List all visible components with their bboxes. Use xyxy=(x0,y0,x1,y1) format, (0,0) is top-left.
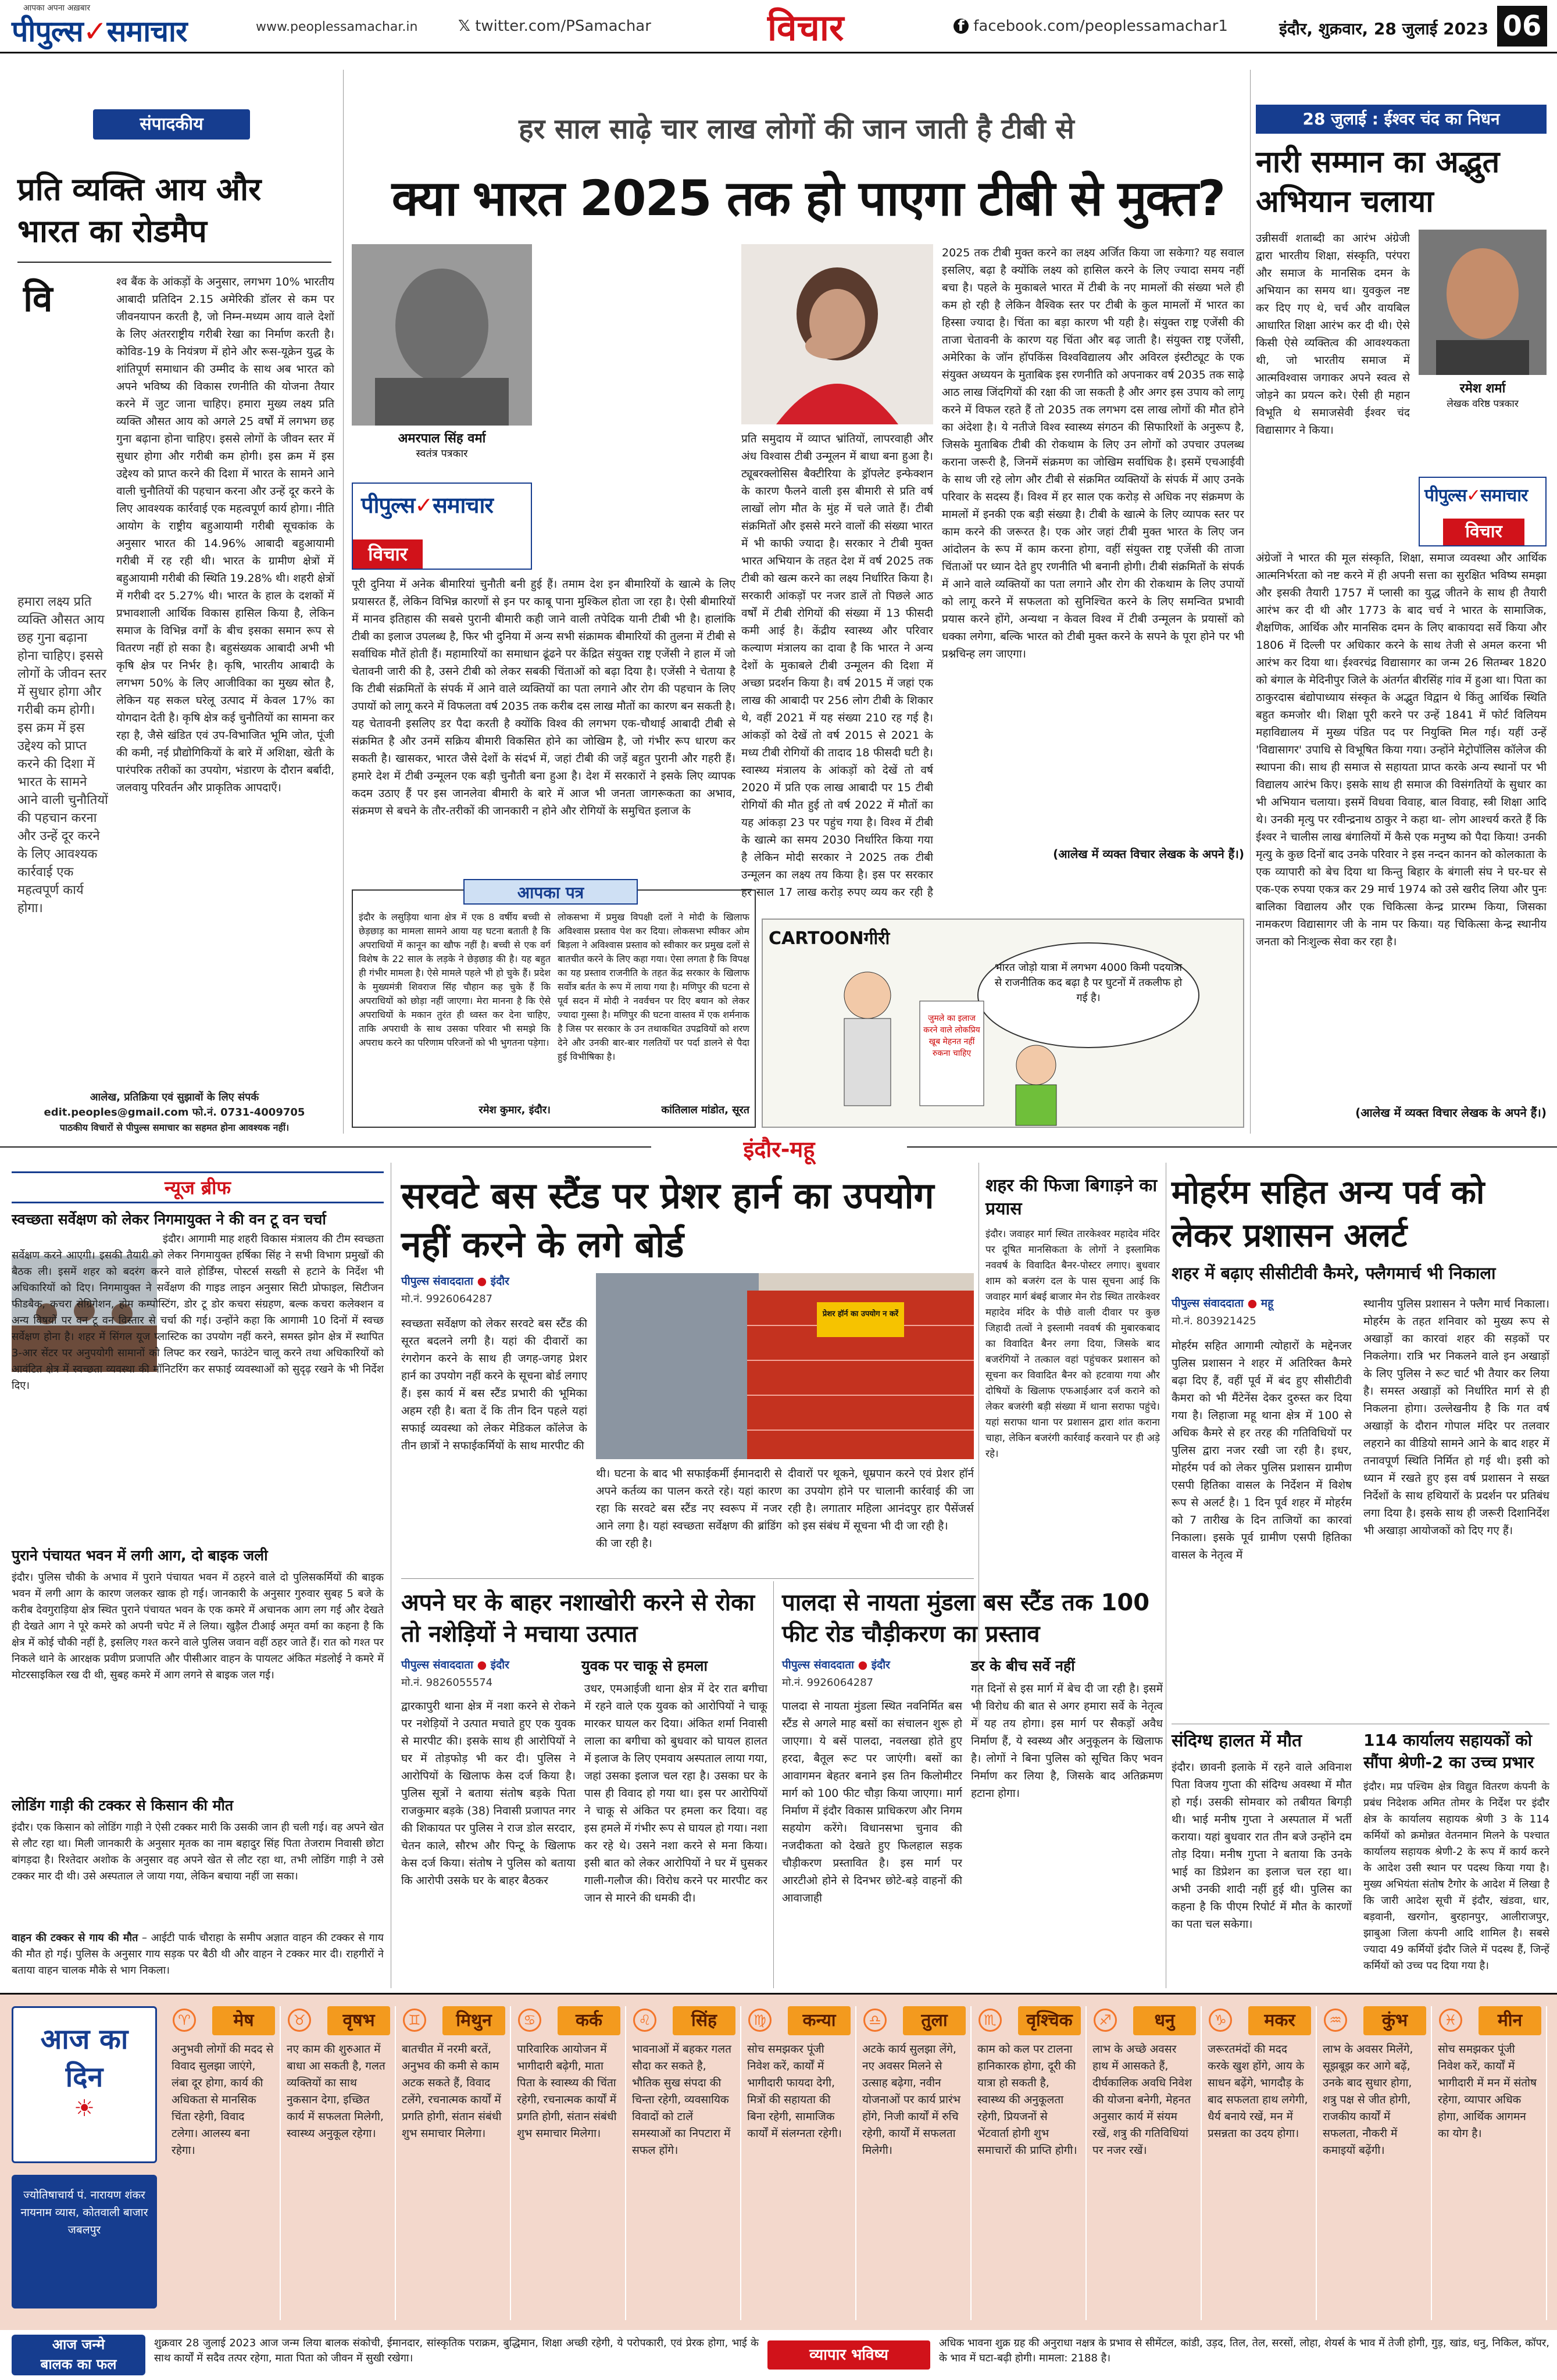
bus-stand-headline: सरवटे बस स्टैंड पर प्रेशर हार्न का उपयोग नहीं करने के लगे बोर्ड xyxy=(401,1174,934,1266)
bus-stand-byline: पीपुल्स संवाददाता ● इंदौर xyxy=(401,1275,509,1288)
contact-line-1: आलेख, प्रतिक्रिया एवं सुझावों के लिए संपर्क xyxy=(90,1091,259,1103)
author-portrait-icon xyxy=(1419,230,1547,375)
brand-label: विचार xyxy=(353,539,423,569)
born-label: आज जन्मे बालक का फल xyxy=(12,2335,145,2375)
anniv-intro: उन्नीसवीं शताब्दी का आरंभ अंग्रेजी द्वारा भारतीय शिक्षा, संस्कृति, परंपरा और समाज के मानसिक दमन के अभियान का समय था। युवकुल नष्ट कर दिए गए थे, चर्च और वायबिल आधारित शिक्षा आरंभ कर दी थी। ऐसे किसी ऐसे व्यक्तित्व की आवश्यकता थी, जो भारतीय समाज में आत्मविश्वास जगाकर अपने स्वत्व से जोड़ने का प्रयत्न करे। ऐसी ही महान विभूति थे समाजसेवी ईश्वर चंद विद्यासागर ने किया। xyxy=(1256,232,1410,437)
palda-col1: पालदा से नायता मुंडला स्थित नवनिर्मित बस स्टैंड से अगले माह बसों का संचालन शुरू हो जाएगा। ये बसें पालदा, नवलखा होते हुए हरदा, बैतूल रूट पर जाएंगी। बसों का आवागमन बेहतर बनाने इस तिन किलोमीटर मार्ग को 100 फीट चौड़ा किया जाएगा। मार्ग निर्माण में इंदौर विकास प्राधिकरण और निगम सहयोग करेंगे। विधानसभा चुनाव की नजदीकता को देखते हुए फिलहाल सड़क चौड़ीकरण प्रस्तावित है। इस मार्ग पर आरटीओ होने से दिनभर छोटे-बड़े वाहनों की आवाजाही xyxy=(782,1700,962,1904)
brief-4-headline: वाहन की टक्कर से गाय की मौत xyxy=(12,1932,138,1944)
tb-col3: 2025 तक टीबी मुक्त करने का लक्ष्य अर्जित किया जा सकेगा? यह सवाल इसलिए, बढ़ा है क्योंकि लक्ष्य को हासिल करने के लिए ज्यादा समय नहीं बचा है। पहले के मुकाबले भारत में टीबी के नए मामलों की संख्या भले ही कम हो रही है लेकिन वैश्विक स्तर पर टीबी के कुल मामलों में भारत का हिस्सा ज्यादा है। चिंता का बड़ा कारण भी यही है। संयुक्त राष्ट्र एजेंसी की ताजा चेतावनी के कारण यह चिंता और बढ़ जाती है। संयुक्त राष्ट्र एजेंसी, अमेरिका के जॉन हॉपकिंस विश्वविद्यालय और अविरल इंस्टीट्यूट के एक संयुक्त अध्ययन के मुताबिक इस रणनीति को अपनाकर वर्ष 2035 तक साढ़े आठ लाख जिंदगियों की रक्षा की जा सकती है और अगर इस उपाय को लागू करने में विफल रहते हैं तो 2035 तक लगभग दस लाख लोगों की मौत होने का अंदेशा है। ये नतीजे विश्व स्वास्थ्य संगठन की सिफारिशों के अनुरूप है, जिसके मुताबिक टीबी की रोकथाम के लिए उन लोगों को उपचार उपलब्ध कराना जरूरी है, जिनमें संक्रमण का जोखिम सर्वाधिक है। इसमें एचआईवी के साथ जी रहे लोग और टीबी से संक्रमित व्यक्तियों के संपर्क में आए उनके परिवार के सदस्य हैं। विश्व में हर साल एक करोड़ से अधिक नए संक्रमण के मामलों में इनकी एक बड़ी संख्या है। टीबी के खात्मे के लिए व्यापक स्तर पर काम करने की जरूरत है। एक ओर जहां टीबी मुक्त भारत के लिए जन आंदोलन के रूप में काम करना होगा, वहीं संयुक्त राष्ट्र एजेंसी की ताजा चिंताओं पर ध्यान देते हुए रणनीति भी बनानी होगी। टीबी संक्रमितों के संपर्क में आने वाले व्यक्तियों का पता लगाने और रोग की रोकथाम के लिए उपायों को लागू करने में सफलता को सुनिश्चित करने के लिए समन्वित प्रभावी प्रयास करने होंगे, अन्यथा न केवल विश्व में टीबी उन्मूलन के प्रयासों को धक्का लगेगा, बल्कि भारत को टीबी मुक्त करने के सपने के पूरा होने पर भी प्रश्नचिन्ह लग जाएगा। xyxy=(942,246,1244,660)
zodiac-icon: ♍ xyxy=(748,2009,772,2032)
zodiac-icon: ♌ xyxy=(633,2009,656,2032)
tb-col1: पूरी दुनिया में अनेक बीमारियां चुनौती बनी हुई हैं। तमाम देश इन बीमारियों के खात्मे के लिए प्रयासरत हैं, लेकिन विभिन्न कारणों से इन पर काबू पाना मुश्किल होता जा रहा है। ऐसी बीमारियों में मानव इतिहास की सबसे पुरानी बीमारी कही जाने वाली तपेदिक यानी टीबी भी है। हालांकि टीबी का इलाज उपलब्ध है, फिर भी दुनिया में अन्य सभी संक्रामक बीमारियों की तुलना में टीबी से सर्वाधिक मौतें होती हैं। महामारियों का समाधान ढूंढने पर केंद्रित संयुक्त राष्ट्र एजेंसी ने हाल में जो चेतावनी जारी की है, उसने टीबी को लेकर सबकी चिंताओं को बढ़ा दिया है। एजेंसी ने चेताया है कि टीबी संक्रमितों के संपर्क में आने वाले व्यक्तियों का पता लगाने और रोग की पहचान के लिए उपायों को लागू करने में विफलता वर्ष 2035 तक करीब दस लाख मौतों का कारण बन सकती है। यह चेतावनी इसलिए डर पैदा करती है क्योंकि विश्व की लगभग एक-चौथाई आबादी टीबी से संक्रमित है और उनमें सक्रिय बीमारी विकसित होने का जोखिम है, जो गंभीर रूप धारण कर सकती है। खासकर, भारत जैसे देशों के संदर्भ में, जहां टीबी की जड़ें बहुत पुरानी और गहरी हैं। हमारे देश में टीबी उन्मूलन एक बड़ी चुनौती बना हुआ है। देश में सरकारों ने इसके लिए व्यापक कदम उठाए हैं पर इस जानलेवा बीमारी के बारे में आज भी जनता जागरूकता का अभाव, संक्रमण से बचने के तौर-तरीकों की जानकारी न होने और रोगियों के समुचित इलाज के xyxy=(352,578,735,817)
trade-text: अधिक भावना शुक्र ग्रह की अनुराधा नक्षत्र के प्रभाव से सीमेंटल, कांडी, उड़द, तिल, तेल, सरसों, लोहा, शेयर्स के भाव में तेजी होगी, गुड़, खांड, धनु, निकिल, कॉपर, के भाव में घटा-बढ़ी होगी। मामला: 2188 है। xyxy=(939,2337,1549,2364)
horoscope-sign-text: अनुभवी लोगों की मदद से विवाद सुलझा जाएंगे, लंबा दूर होगा, कार्य की अधिकता से मानसिक चिंता रहेगी, विवाद टलेगा। आलस्य बना रहेगा। xyxy=(172,2043,274,2157)
divider xyxy=(0,1146,651,1148)
moharram-headline: मोहर्रम सहित अन्य पर्व को लेकर प्रशासन अलर्ट xyxy=(1172,1174,1485,1255)
sun-icon: ☀ xyxy=(74,2095,95,2122)
horoscope-sign-text: लाभ के अच्छे अवसर हाथ में आसकते हैं, दीर्घकालिक अवधि निवेश की योजना बनेगी, मेहनत अनुसार कार्य में संयम रखें, शत्रु की गतिविधियां पर नजर रखें। xyxy=(1092,2043,1192,2157)
brief-1-body: इंदौर। आगामी माह शहरी विकास मंत्रालय की टीम स्वच्छता सर्वेक्षण करने आएगी। इसकी तैयारी को लेकर निगमायुक्त हर्षिका सिंह ने सभी विभाग प्रमुखों की बैठक ली। इसमें शहर को बदरंग करने वाले होर्डिंग्स, पोस्टर्स सख्ती से हटाने के निर्देश भी अधिकारियों को दिए। निगमायुक्त ने सर्वेक्षण की गाइड लाइन अनुसार सिटी प्रोफाइल, सिटीजन फीडबैक, कचरा सेग्रिगेशन, होम कम्पोस्टिंग, डोर टू डोर कचरा संग्रहण, बल्क कचरा कलेक्शन व अन्य विषयों पर वन टू वन विस्तार से चर्चा की गई। उन्होंने कहा कि आगामी 10 दिनों में स्वच्छ सर्वेक्षण होना है। शहर में सिंगल यूज प्लास्टिक का उपयोग नहीं करने, समस्त झोन क्षेत्र में स्थापित 3-आर सेंटर पर अनुपयोगी सामानों को लिफ्ट कर रखने, फाउंटेन चालू करने तथा अधिकारियों को आवंटित क्षेत्र में स्वच्छता व्यवस्था की मॉनिटरिंग कर सफाई व्यवस्थाओं को सुदृढ़ रखने के भी निर्देश दिए। xyxy=(12,1233,384,1392)
page-number: 06 xyxy=(1497,6,1547,47)
palda-subhead: डर के बीच सर्वे नहीं xyxy=(971,1657,1075,1674)
palda-byline: पीपुल्स संवाददाता ● इंदौर xyxy=(782,1659,890,1671)
moharram-mobile: मो.नं. 8039214​25 xyxy=(1172,1315,1256,1327)
brief-4-body: आईटी पार्क चौराहा के समीप अज्ञात वाहन की टक्कर से गाय की मौत हो गई। पुलिस के अनुसार गाय सड़क पर बैठी थी और वाहन ने टक्कर मार दी। राहगीरों ने बताया वाहन चालक मौके से भाग निकला। xyxy=(12,1932,384,1977)
tb-author-note: (आलेख में व्यक्त विचार लेखक के अपने हैं।) xyxy=(1053,847,1244,861)
editorial-headline: प्रति व्यक्ति आय और भारत का रोडमैप xyxy=(17,171,262,249)
column-rule xyxy=(1250,70,1251,1134)
horoscope-sign xyxy=(1317,2006,1432,2320)
tb-kicker: हर साल साढ़े चार लाख लोगों की जान जाती है टीबी से xyxy=(519,113,1074,145)
horoscope-sign-name: मेष xyxy=(212,2006,275,2035)
tb-author: अमरपाल सिंह वर्मा xyxy=(398,431,486,446)
logo-tagline: आपका अपना अख़बार xyxy=(23,3,91,13)
horoscope-sign-name: धनु xyxy=(1133,2006,1196,2035)
letter-2-sign: कांतिलाल मांडोत, सूरत xyxy=(661,1104,749,1116)
horoscope-sign xyxy=(1202,2006,1317,2320)
horoscope-sign-name: मीन xyxy=(1479,2006,1541,2035)
horoscope-sign-text: नए काम की शुरुआत में बाधा आ सकती है, गलत व्यक्तियों का साथ नुकसान देगा, इच्छित कार्य में सफलता मिलेगी, स्वास्थ्य अनुकूल रहेगा। xyxy=(287,2043,385,2140)
nashe-mobile: मो.नं. 9826055574 xyxy=(401,1677,493,1689)
zodiac-icon: ♐ xyxy=(1094,2009,1117,2032)
horoscope-sign-name: वृषभ xyxy=(327,2006,390,2035)
brief-3-headline: लोडिंग गाड़ी की टक्कर से किसान की मौत xyxy=(12,1797,234,1814)
born-text: शुक्रवार 28 जुलाई 2023 आज जन्म लिया बालक संकोची, ईमानदार, सांस्कृतिक पराक्रम, बुद्धिमान, शिक्षा अच्छी रहेगी, ये परोपकारी, एवं प्रेरक होगा, भाई के साथ कार्यों में सदैव तत्पर रहेगा, माता पिता को जीवन में सुखी रखेगा। xyxy=(154,2337,759,2364)
letters-title: आपका पत्र xyxy=(463,879,638,905)
divider xyxy=(907,1146,1557,1148)
editorial-tag: संपादकीय xyxy=(93,109,250,140)
editorial-contact xyxy=(12,1090,337,1135)
horoscope-sign xyxy=(856,2006,972,2320)
nashe-headline: अपने घर के बाहर नशाखोरी करने से रोका तो नशेड़ियों ने मचाया उत्पात xyxy=(401,1589,755,1648)
anniv-author: रमेश शर्मा xyxy=(1459,381,1506,396)
contact-email[interactable]: edit.peoples@gmail.com फो.नं. 0731-4009705 xyxy=(44,1106,305,1118)
logo[interactable]: पीपुल्स✓समाचार xyxy=(12,15,187,48)
letter-1: इंदौर के लसुड़िया थाना क्षेत्र में एक 8 वर्षीय बच्ची से छेड़छाड़ का मामला सामने आया यह घटना बताती है कि अपराधियों में कानून का खौफ नहीं है। बच्ची से एक वर्ग विशेष के 22 साल के लड़के ने छेड़छाड़ की है। यह बहुत ही गंभीर मामला है। ऐसे मामले पहले भी हो चुके हैं। प्रदेश के मुख्यमंत्री शिवराज सिंह चौहान कह चुके हैं कि अपराधियों को छोड़ा नहीं जाएगा। मेरा मानना है कि ऐसे अपराधियों के मकान तुरंत ही ध्वस्त कर देना चाहिए, ताकि अपराधी के साथ उसका परिवार भी समझे कि अपराध करने का परिणाम परिजनों को भी भुगतना पड़ेगा। xyxy=(359,912,551,1048)
horoscope-sign-name: वृश्चिक xyxy=(1018,2006,1081,2035)
anniv-tag: 28 जुलाई : ईश्वर चंद का निधन xyxy=(1256,105,1547,134)
cartoon-drawing-icon xyxy=(763,920,1245,1129)
bus-stand-photo xyxy=(596,1273,974,1459)
anniv-author-note: (आलेख में व्यक्त विचार लेखक के अपने हैं।) xyxy=(1355,1106,1547,1120)
horoscope-sign xyxy=(1087,2006,1202,2320)
facebook-icon: f xyxy=(954,19,969,34)
author-photo-ramesh xyxy=(1419,230,1547,375)
contact-disclaimer: पाठकीय विचारों से पीपुल्स समाचार का सहमत होना आवश्यक नहीं। xyxy=(59,1122,290,1133)
zodiac-icon: ♈ xyxy=(173,2009,196,2032)
horoscope-sign xyxy=(281,2006,396,2320)
coughing-woman-image xyxy=(741,244,933,424)
news-brief-tag: न्यूज ब्रीफ xyxy=(164,1177,231,1199)
zodiac-icon: ♉ xyxy=(288,2009,311,2032)
palda-mobile: मो.नं. 9926064287 xyxy=(782,1677,874,1689)
palda-headline: पालदा से नायता मुंडला बस स्टैंड तक 100 फीट रोड चौड़ीकरण का प्रस्ताव xyxy=(782,1589,1150,1648)
bus-stand-col3: दीवारों पर थूकने, धूम्रपान करने एवं प्रेशर हॉर्न का उपयोग होने पर चालानी कार्रवाई की जा रही है। लगातार महिला आनंदपुर हार पैसेंजर्स को इस संबंध में सूचना भी दी जा रही है। xyxy=(788,1467,974,1532)
horoscope-sign-text: बातचीत में नरमी बरतें, अनुभव की कमी से काम अटक सकते हैं, विवाद टलेंगे, रचनात्मक कार्यों में प्रगति होगी, संतान संबंधी शुभ समाचार मिलेगा। xyxy=(402,2043,502,2140)
horoscope-sign-text: सोच समझकर पूंजी निवेश करें, कार्यों में भागीदारी में मन में संतोष रहेगा, व्यापार अधिक होगा, आर्थिक आगमन का योग है। xyxy=(1438,2043,1537,2140)
office-headline: 114 कार्यालय सहायकों को सौंपा श्रेणी-2 का उच्च प्रभार xyxy=(1363,1731,1534,1772)
office-body: इंदौर। मप्र पश्चिम क्षेत्र विद्युत वितरण कंपनी के प्रबंध निदेशक अमित तोमर के निर्देश पर इंदौर क्षेत्र के कार्यालय सहायक श्रेणी 3 के 114 कर्मियों को क्रमोन्नत वेतनमान मिलने के पश्चात कार्यालय सहायक श्रेणी-2 के रूप में कार्य करने के आदेश उसी स्थान पर पदस्थ किया गया है। मुख्य अभियंता संतोष टैगोर के आदेश में लिखा है कि जारी आदेश सूची में इंदौर, खंडवा, धार, बड़वानी, खरगोन, बुरहानपुर, आलीराजपुर, झाबुआ जिला कंपनी आदि शामिल है। सबसे ज्यादा 49 कर्मियों इंदौर जिले में पदस्थ हैं, जिन्हें कर्मियों को उच्च पद दिया गया है। xyxy=(1363,1781,1549,1972)
death-headline: संदिग्ध हालत में मौत xyxy=(1172,1731,1302,1751)
zodiac-icon: ♎ xyxy=(863,2009,887,2032)
zodiac-icon: ♑ xyxy=(1209,2009,1232,2032)
cartoon-panel xyxy=(762,919,1244,1128)
brand-box: पीपुल्स✓समाचार विचार xyxy=(1419,477,1547,546)
masthead xyxy=(0,0,1557,53)
footer xyxy=(0,2330,1557,2380)
horoscope-sign-text: लाभ के अवसर मिलेंगे, सूझबूझ कर आगे बढ़ें, उनके बाद सुधार होगा, शत्रु पक्ष से जीत होगी, राजकीय कार्यों में सफलता, नौकरी में कमाइयों बढ़ेंगी। xyxy=(1323,2043,1413,2157)
horoscope-sign-text: जरूरतमंदों की मदद करके खुश होंगे, आय के साधन बढ़ेंगे, भागदौड़ के बाद सफलता हाथ लगेगी, धैर्य बनाये रखें, मन में प्रसन्नता का उदय होगा। xyxy=(1208,2043,1308,2140)
brief-3-body: इंदौर। एक किसान को लोडिंग गाड़ी ने ऐसी टक्कर मारी कि उसकी जान ही चली गई। वह अपने खेत से लौट रहा था। मिली जानकारी के अनुसार मृतक का नाम बहादुर सिंह पिता तेजराम निवासी छोटा बांगड़दा है। रिश्तेदार अशोक के अनुसार वह अपने खेत से लौट रहा था, तभी लोडिंग गाड़ी ने उसे टक्कर मार दी थी। उसे अस्पताल ले जाया गया, लेकिन बचाया नहीं जा सका। xyxy=(12,1821,384,1882)
moharram-subhead: शहर में बढ़ाए सीसीटीवी कैमरे, फ्लैगमार्च भी निकाला xyxy=(1172,1263,1496,1283)
anniv-body: अंग्रेजों ने भारत की मूल संस्कृति, शिक्षा, समाज व्यवस्था और आर्थिक आत्मनिर्भरता को नष्ट करने में ही अपनी सत्ता का सुरक्षित भविष्य समझा और इसकी तैयारी 1757 में प्लासी का युद्ध जीतने के साथ ही तैयारी आरंभ कर दी थी और 1773 के बाद चर्च ने भारत के सामाजिक, शैक्षणिक, आर्थिक और मानसिक दमन के लिए बाकायदा सर्वे किया और 1806 में दिल्ली पर अधिकार करने के साथ तेजी से अमल करना भी आरंभ कर दिया था। ईश्वरचंद्र विद्यासागर का जन्म 26 सितम्बर 1820 को बंगाल के मेदिनीपुर जिले के अंतर्गत बीरसिंह गांव में हुआ था। पिता का ठाकुरदास बंद्योपाध्याय संस्कृत के अद्भुत विद्वान थे किंतु आर्थिक स्थिति बहुत कमजोर थी। शिक्षा पूरी करने पर उन्हें 1841 में फोर्ट विलियम महाविद्यालय में मुख्य पंडित पद पर नियुक्ति मिल गई। यहीं उन्हें 'विद्यासागर' उपाधि से विभूषित किया गया। उन्होंने मेट्रोपॉलिस कॉलेज की स्थापना की। साथ ही समाज से सहायता प्राप्त करके अन्य स्थानों पर भी विद्यालय आरंभ किए। इसके साथ ही समाज की विसंगतियों के सुधार का भी अभियान चलाया। इसमें विधवा विवाह, बाल विवाह, स्त्री शिक्षा आदि थे। उनकी मृत्यु पर रवीन्द्रनाथ ठाकुर ने कहा था- लोग आश्चर्य करते हैं कि ईश्वर ने चालीस लाख बंगालियों में कैसे एक मनुष्य को पैदा किया! उनकी मृत्यु के कुछ दिनों बाद उनके परिवार ने इस नन्दन कानन को कोलकाता के एक व्यापारी को बेच दिया था किन्तु बिहार के बंगाली संघ ने घर-घर से एक-एक रुपया एकत्र कर 29 मार्च 1974 को उसे खरीद लिया और पुनः बालिका विद्यालय और एक चिकित्सा केन्द्र प्रारम्भ किया, जिसका नामकरण विद्यासागर जी के नाम पर किया। यह चिकित्सा केन्द्र स्थानीय जनता को निःशुल्क सेवा कर रहा है। xyxy=(1256,552,1547,948)
horoscope-sign-name: कन्या xyxy=(788,2006,851,2035)
letter-2: लोकसभा में प्रमुख विपक्षी दलों ने मोदी के खिलाफ अविश्वास प्रस्ताव पेश कर दिया। लोकसभा स्पीकर ओम बिड़ला ने अविश्वास प्रस्ताव को स्वीकार कर प्रमुख दलों से बातचीत करने के लिए कहा गया। ऐसा लगता है कि विपक्ष का यह प्रस्ताव राजनीति के तहत केंद्र सरकार के खिलाफ सर्वोत्र बर्तत के रूप में लाया गया है। मणिपुर की घटना से पूर्व सदन में मोदी ने नवर्वचन पर दिए बयान को लेकर ज्यादा गुस्सा है। मणिपुर की घटना वास्तव में एक शर्मनाक है जिस पर सरकार के उन तथाकथित उपद्रवियों को शरण देने और उनकी बार-बार गलतियों पर पर्दा डालने से पैदा हुई विभीषिका है। xyxy=(558,912,749,1062)
brand-label: विचार xyxy=(1443,519,1524,545)
horoscope-sign-name: कुंभ xyxy=(1363,2006,1426,2035)
column-rule xyxy=(343,70,344,1134)
trade-label: व्यापार भविष्य xyxy=(767,2340,930,2370)
section-label-indore-mhow: इंदौर-महू xyxy=(743,1137,815,1162)
divider xyxy=(401,1578,974,1579)
x-icon: 𝕏 xyxy=(458,17,470,35)
brief-2-headline: पुराने पंचायत भवन में लगी आग, दो बाइक जली xyxy=(12,1547,268,1564)
cartoon-sign: जुमले का इलाज करने वाले लोकप्रिय खूब मेहनत नहीं रुकना चाहिए xyxy=(923,1014,980,1058)
zodiac-icon: ♓ xyxy=(1439,2009,1462,2032)
moharram-col2: स्थानीय पुलिस प्रशासन ने फ्लैग मार्च निकाला। मोहर्रम के तहत शनिवार को मुख्य रूप से अखाड़ों का कारवां शहर की सड़कों पर निकलेगा। रात्रि भर निकलने वाले इन अखाड़ों के लिए पुलिस ने रूट चार्ट भी तैयार कर लिया है। समस्त अखाड़ों को निर्धारित मार्ग से ही निकलना होगा। उल्लेखनीय है कि गत वर्ष अखाड़ों के दौरान गोपाल मंदिर पर तलवार लहराने का वीडियो सामने आने के बाद शहर में तनावपूर्ण स्थिति निर्मित हो गई थी। इसी को ध्यान में रखते हुए इस वर्ष प्रशासन ने सख्त निर्देशों के साथ हथियारों के प्रदर्शन पर प्रतिबंध लगा दिया है। इसके साथ ही जरूरी दिशानिर्देश भी अखाड़ा आयोजकों को दिए गए हैं। xyxy=(1363,1298,1549,1537)
tb-photo-coughing xyxy=(741,244,933,424)
nashe-byline: पीपुल्स संवाददाता ● इंदौर xyxy=(401,1659,509,1671)
bus-stand-col1: स्वच्छता सर्वेक्षण को लेकर सरवटे बस स्टैंड की सूरत बदलने लगी है। यहां की दीवारों का रंगरोगन करने के साथ ही जगह-जगह प्रेशर हार्न का उपयोग नहीं करने के सूचना बोर्ड लगाए हैं। इस कार्य में बस स्टैंड प्रभारी की भूमिका अहम रही है। बता दें कि तीन दिन पहले यहां सफाई व्यवस्था को लेकर मेडिकल कॉलेज के तीन छात्रों ने सफाईकर्मियों के साथ मारपीट की xyxy=(401,1317,587,1452)
section-title: विचार xyxy=(767,6,844,49)
tb-headline: क्या भारत 2025 तक हो पाएगा टीबी से मुक्त? xyxy=(391,170,1225,227)
moharram-col1: मोहर्रम सहित आगामी त्योहारों के मद्देनजर पुलिस प्रशासन ने शहर में अतिरिक्त कैमरे बढ़ा दिए हैं, वहीं पूर्व में बंद हुए सीसीटीवी कैमरा को भी मैंटेनेंस देकर दुरुस्त कर दिया गया है। लिहाजा महू थाना क्षेत्र में 100 से अधिक कैमरे से हर तरह की गतिविधियों पर पुलिस द्वारा नजर रखी जा रही है। इधर, मोहर्रम पर्व को लेकर पुलिस प्रशासन ग्रामीण एसपी हितिका वासल के निर्देशन में विशेष रूप से अलर्ट है। 1 दिन पूर्व शहर में मोहर्रम को 7 तारीख के दिन ताजियों का कारवां निकाला। इसके पूर्व ग्रामीण एसपी हितिका वासल के नेतृत्व में xyxy=(1172,1339,1352,1561)
brief-1-headline: स्वच्छता सर्वेक्षण को लेकर निगमायुक्त ने की वन टू वन चर्चा xyxy=(12,1211,326,1228)
zodiac-icon: ♊ xyxy=(403,2009,426,2032)
nashe-subhead: युवक पर चाकू से हमला xyxy=(581,1657,708,1674)
bus-stand-photo-sign: प्रेशर हॉर्न का उपयोग न करें xyxy=(822,1310,899,1318)
author-portrait-icon xyxy=(352,244,532,426)
fiza-body: इंदौर। जवाहर मार्ग स्थित तारकेश्वर महादेव मंदिर पर दूषित मानसिकता के लोगों ने इस्लामिक नववर्ष के विवादित बैनर-पोस्टर लगाए। बुधवार शाम को बजरंग दल के पास सूचना आई कि जवाहर मार्ग बंबई बाजार मेन रोड स्थित तारकेश्वर महादेव मंदिर के पीछे वाली दीवार पर कुछ जिहादी तत्वों ने इस्लामी नववर्ष की मुबारकबाद का विवादित बैनर लगा दिया, जिसके बाद बजरंगियों ने तत्काल वहां पहुंचकर प्रशासन को सूचना कर विवादित बैनर को हटवाया गया और दोषियों के खिलाफ एफआईआर दर्ज कराने को लेकर बजरंगी बड़ी संख्या में थाना सराफा पहुंचे। यहां सराफा थाना पर प्रशासन द्वारा शांत कराना चाहा, लेकिन बजरंगी कार्रवाई करवाने पर ही अड़े रहे। xyxy=(985,1228,1160,1460)
zodiac-icon: ♒ xyxy=(1324,2009,1347,2032)
fiza-headline: शहर की फिजा बिगाड़ने का प्रयास xyxy=(985,1175,1158,1219)
horoscope-sign xyxy=(1432,2006,1547,2320)
logo-right: समाचार xyxy=(106,15,187,48)
editorial-pull-quote: हमारा लक्ष्य प्रति व्यक्ति औसत आय छह गुना बढ़ाना होना चाहिए। इससे लोगों के जीवन स्तर में सुधार होगा और गरीबी कम होगी। इस क्रम में इस उद्देश्य को प्राप्त करने की दिशा में भारत के सामने आने वाली चुनौतियों की पहचान करना और उन्हें दूर करने के लिए आवश्यक कार्रवाई एक महत्वपूर्ण कार्य होगा। xyxy=(17,595,108,916)
dateline: इंदौर, शुक्रवार, 28 जुलाई 2023 xyxy=(1279,19,1489,38)
horoscope-sign xyxy=(626,2006,741,2320)
horoscope-sign-name: तुला xyxy=(903,2006,966,2035)
column-rule xyxy=(773,1581,774,1988)
horoscope-sign-text: सोच समझकर पूंजी निवेश करें, कार्यों में भागीदारी फायदा देगी, मित्रों की सहायता की बिना रहेगी, सामाजिक कार्यों में संलग्नता रहेगी। xyxy=(747,2043,842,2140)
cartoon-speech: भारत जोड़ो यात्रा में लगभग 4000 किमी पदयात्रा से राजनीतिक कद बढ़ा है पर घुटनों में तकलीफ हो गई है। xyxy=(994,962,1183,1004)
death-body: इंदौर। छावनी इलाके में रहने वाले अविनाश पिता विजय गुप्ता की संदिग्ध अवस्था में मौत हो गई। उसकी सोमवार को तबीयत बिगड़ी थी। भाई मनीष गुप्ता ने अस्पताल में भर्ती कराया। यहां बुधवार रात तीन बजे उन्होंने दम तोड़ दिया। मनीष गुप्ता ने बताया कि उनके भाई का डिप्रेशन का इलाज चल रहा था। अभी उनकी शादी नहीं हुई थी। पुलिस का कहना है कि पीएम रिपोर्ट में मौत के कारणों का पता चल सकेगा। xyxy=(1172,1761,1352,1931)
horoscope-sign-name: मकर xyxy=(1248,2006,1311,2035)
anniv-author-role: लेखक वरिष्ठ पत्रकार xyxy=(1447,398,1519,410)
horoscope-sign xyxy=(166,2006,281,2320)
brand-logo: पीपुल्स✓समाचार xyxy=(361,492,493,518)
palda-col2: गत दिनों से इस मार्ग में बेच दी जा रही है। इसमें भी विरोध की बात से अगर हमारा सर्वे के नेतृत्व में यह तय होगा। इस मार्ग पर सैकड़ों अवैध निर्माण हैं, ये स्वस्थ्य और अनुकूलन के खिलाफ है। लोगों ने बिना पुलिस को सूचित किए भवन निर्माण कर लिया है, जिसके बाद अतिक्रमण हटाना होगा। xyxy=(971,1682,1163,1800)
zodiac-icon: ♋ xyxy=(518,2009,541,2032)
tb-author-role: स्वतंत्र पत्रकार xyxy=(416,448,468,460)
horoscope-sign-name: सिंह xyxy=(673,2006,735,2035)
tb-col2: प्रति समुदाय में व्याप्त भ्रांतियों, लापरवाही और अंध विश्वास टीबी उन्मूलन में बाधा बना हुआ है। ट्यूबरक्लोसिस बैक्टीरिया के ड्रॉपलेट इन्फेक्शन के कारण फैलने वाली इस बीमारी से प्रति वर्ष लाखों लोग मौत के मुंह में चले जाते हैं। टीबी संक्रमितों और इससे मरने वालों की संख्या भारत में भी काफी ज्यादा है। सरकार ने टीबी मुक्त भारत अभियान के तहत देश में वर्ष 2025 तक टीबी को खत्म करने का लक्ष्य निर्धारित किया है। सरकारी आंकड़ों पर नजर डालें तो पिछले आठ वर्षों में टीबी रोगियों की संख्या में 13 फीसदी कमी आई है। केंद्रीय स्वास्थ्य और परिवार कल्याण मंत्रालय का दावा है कि भारत ने अन्य देशों के मुकाबले टीबी उन्मूलन की दिशा में अच्छा प्रदर्शन किया है। वर्ष 2015 में जहां एक लाख की आबादी पर 256 लोग टीबी के शिकार थे, वहीं 2021 में यह संख्या 210 रह गई है। आंकड़ों को देखें तो वर्ष 2015 से 2021 के मध्य टीबी रोगियों की तादाद 18 फीसदी घटी है। स्वास्थ्य मंत्रालय के आंकड़ों को देखें तो वर्ष 2020 में प्रति एक लाख आबादी पर 15 टीबी रोगियों की मौत हुई तो वर्ष 2022 में मौतों का यह आंकड़ा 23 पर पहुंच गया है। विश्व में टीबी के खात्मे का समय 2030 निर्धारित किया गया है लेकिन मोदी सरकार ने 2025 तक टीबी उन्मूलन का लक्ष्य तय किया है। इस पर सरकार हर साल 17 लाख करोड़ रुपए व्यय कर रही है xyxy=(741,433,933,899)
brand-box xyxy=(352,483,532,570)
astrologer-credit: ज्योतिषाचार्य पं. नारायण शंकर नायनाम व्यास, कोतवाली बाजार जबलपुर xyxy=(12,2175,157,2308)
nashe-col2: उधर, एमआईजी थाना क्षेत्र में देर रात बगीचा में रहने वाले एक युवक को आरोपियों ने चाकू मारकर घायल कर दिया। अंकित शर्मा निवासी लाला का बगीचा को बुधवार को घायल हालत में इलाज के लिए एमवाय अस्पताल लाया गया, जहां उसका इलाज चल रहा है। उसका घर के पास ही विवाद हो गया था। इस पर आरोपियों ने चाकू से अंकित पर हमला कर दिया। वह इस हमले में गंभीर रूप से घायल हो गया। नशा कर रहे थे। उसने नशा करने से मना किया। इसी बात को लेकर आरोपियों ने घर में घुसकर गाली-गलौज की। विरोध करने पर मारपीट कर जान से मारने की धमकी दी। xyxy=(584,1682,767,1904)
horoscope-sign-name: मिथुन xyxy=(442,2006,505,2035)
twitter-link[interactable]: 𝕏 twitter.com/PSamachar xyxy=(458,17,651,35)
horoscope-sign xyxy=(972,2006,1087,2320)
horoscope-title-box xyxy=(12,2006,157,2163)
brief-4: वाहन की टक्कर से गाय की मौत – आईटी पार्क चौराहा के समीप अज्ञात वाहन की टक्कर से गाय की मौत हो गई। पुलिस के अनुसार गाय सड़क पर बैठी थी और वाहन ने टक्कर मार दी। राहगीरों ने बताया वाहन चालक मौके से भाग निकला। xyxy=(12,1932,384,1977)
moharram-byline: पीपुल्स संवाददाता ● महू xyxy=(1172,1297,1274,1310)
horoscope-sign-name: कर्क xyxy=(558,2006,620,2035)
divider xyxy=(17,262,331,263)
horoscope-sign-text: अटके कार्य सुलझा लेंगे, नए अवसर मिलने से उत्साह बढ़ेगा, नवीन योजनाओं पर कार्य प्रारंभ होंगे, निजी कार्यों में रुचि रहेगी, कार्यों में सफलता मिलेगी। xyxy=(862,2043,960,2157)
news-brief-tagbar xyxy=(12,1171,384,1203)
dropcap: वि xyxy=(23,277,53,320)
horoscope-sign xyxy=(511,2006,626,2320)
horoscope-sign-text: भावनाओं में बहकर गलत सौदा कर सकते है, भौतिक सुख संपदा की चिन्ता रहेगी, व्यवसायिक विवादों को टालें समस्याओं का निपटारा में सफल होंगे। xyxy=(632,2043,731,2157)
author-photo-amarpal xyxy=(352,244,532,426)
bus-stand-col2: थी। घटना के बाद भी सफाईकर्मी ईमानदारी से अपने कर्तव्य का पालन करते रहे। यहां कारण रहा कि सरवटे बस स्टैंड नए स्वरूप में नजर आने लगा है। यहां स्वच्छता सर्वेक्षण की ब्रांडिंग की जा रही है। xyxy=(596,1467,782,1550)
horoscope-title-1: आज का xyxy=(40,2023,128,2056)
zodiac-icon: ♏ xyxy=(979,2009,1002,2032)
nashe-col1: द्वारकापुरी थाना क्षेत्र में नशा करने से रोकने पर नशेड़ियों ने उत्पात मचाते हुए एक युवक से मारपीट की। इसके साथ ही आरोपियों ने घर में तोड़फोड़ भी कर दी। पुलिस ने आरोपियों के खिलाफ केस दर्ज किया है। पुलिस सूत्रों ने बताया संतोष बड़के पिता राजकुमार बड़के (38) निवासी प्रजापत नगर की शिकायत पर पुलिस ने राज डोल सरदार, चेतन काले, सौरभ और पिन्टू के खिलाफ केस दर्ज किया। संतोष ने पुलिस को बताया कि आरोपी उसके घर के बाहर बैठकर xyxy=(401,1700,576,1887)
bus-stand-wall-image xyxy=(596,1273,974,1459)
horoscope-title-2: दिन xyxy=(65,2061,103,2093)
cartoon-title: CARTOONगीरी xyxy=(769,928,890,949)
horoscope-sign-text: पारिवारिक आयोजन में भागीदारी बढ़ेगी, माता पिता के स्वास्थ्य की चिंता रहेगी, रचनात्मक कार्यों में प्रगति होगी, संतान संबंधी शुभ समाचार मिलेगा। xyxy=(517,2043,617,2140)
website-link[interactable]: www.peoplessamachar.in xyxy=(256,20,418,34)
brief-2-body: इंदौर। पुलिस चौकी के अभाव में पुराने पंचायत भवन में ठहरने वाले दो पुलिसकर्मियों की बाइक भवन में लगी आग के कारण जलकर खाक हो गई। जानकारी के अनुसार गुरुवार सुबह 5 बजे के करीब देवगुराड़िया क्षेत्र स्थित पुराने पंचायत भवन के एक कमरे में अचानक आग लग गई और देखते ही देखते आग ने पूरे कमरे को अपनी चपेट में ले लिया। खुड़ैल टीआई अमृत वर्मा का कहना है कि क्षेत्र में कोई चौकी नहीं है, इसलिए गश्त करने वाले पुलिस जवान वहीं ठहर जाते हैं। रात को गश्त पर निकले थाने के आरक्षक प्रवीण प्रजापति और पीसीआर वाहन के पायलट अंकित मंडलोई ने कमरे में मोटरसाइकिल रख दी थी, सुबह कमरे में आग लगने से बाइक जल गई। xyxy=(12,1571,384,1681)
letter-1-sign: रमेश कुमार, इंदौर। xyxy=(478,1104,551,1116)
horoscope-sign xyxy=(741,2006,856,2320)
horoscope-panel xyxy=(0,1993,1557,2330)
bus-stand-mobile: मो.नं. 9926064287 xyxy=(401,1293,493,1305)
facebook-link[interactable]: f facebook.com/peoplessamachar1 xyxy=(954,17,1228,35)
logo-left: पीपुल्स xyxy=(12,15,83,48)
anniv-headline: नारी सम्मान का अद्भुत अभियान चलाया xyxy=(1256,145,1500,219)
letters-box xyxy=(352,883,756,1128)
editorial-body: श्व बैंक के आंकड़ों के अनुसार, लगभग 10% भारतीय आबादी प्रतिदिन 2.15 अमेरिकी डॉलर से कम पर जीवनयापन करती है, जो निम्न-मध्यम आय वाले देशों के लिए अंतरराष्ट्रीय गरीबी रेखा का निर्माण करती है। कोविड-19 के नियंत्रण में होने और रूस-यूक्रेन युद्ध के शांतिपूर्ण समाधान की उम्मीद के साथ अब भारत को अपने भविष्य की विकास रणनीति की योजना तैयार करने में जुट जाना चाहिए। हमारा मुख्य लक्ष्य प्रति व्यक्ति औसत आय को अगले 25 वर्षों में लगभग छह गुना बढ़ाना होना चाहिए। इससे लोगों के जीवन स्तर में सुधार होगा और गरीबी कम होगी। इस क्रम में इस उद्देश्य को प्राप्त करने की दिशा में भारत के सामने आने वाली चुनौतियों की पहचान करना और उन्हें दूर करने के लिए आवश्यक कार्रवाई एक महत्वपूर्ण कार्य होगा। नीति आयोग के राष्ट्रीय बहुआयामी गरीबी सूचकांक के अनुसार भारत की 14.96% आबादी बहुआयामी गरीबी में रह रही थी। भारत के ग्रामीण क्षेत्रों में बहुआयामी गरीबी की स्थिति 19.28% थी। शहरी क्षेत्रों में गरीबी दर 5.27% थी। भारत के हाल के दशकों में प्रभावशाली आर्थिक विकास हासिल किया है, लेकिन समाज के विभिन्न वर्गों के बीच इसका समान रूप से वितरण नहीं हो सका है। बहुसंख्यक आबादी अभी भी कृषि क्षेत्र पर निर्भर है। कृषि, भारतीय आबादी के लगभग 50% के लिए आजीविका का मुख्य स्रोत है, लेकिन यह सकल घरेलू उत्पाद में केवल 17% का योगदान देती है। कृषि क्षेत्र कई चुनौतियों का सामना कर रहा है, जैसे खंडित एवं उप-विभाजित भूमि जोत, पूंजी की कमी, नई प्रौद्योगिकियों के बारे में अशिक्षा, खेती के पारंपरिक तरीकों का उपयोग, भंडारण के दौरान बर्बादी, जलवायु परिवर्तन और प्राकृतिक आपदाएँ। xyxy=(116,276,334,794)
horoscope-sign-text: काम को कल पर टालना हानिकारक होगा, दूरी की यात्रा हो सकती है, स्वास्थ्य की अनुकूलता रहेगी, प्रियजनों से भेंटवार्ता होगी शुभ समाचारों की प्राप्ति होगी। xyxy=(977,2043,1077,2157)
horoscope-sign xyxy=(396,2006,511,2320)
